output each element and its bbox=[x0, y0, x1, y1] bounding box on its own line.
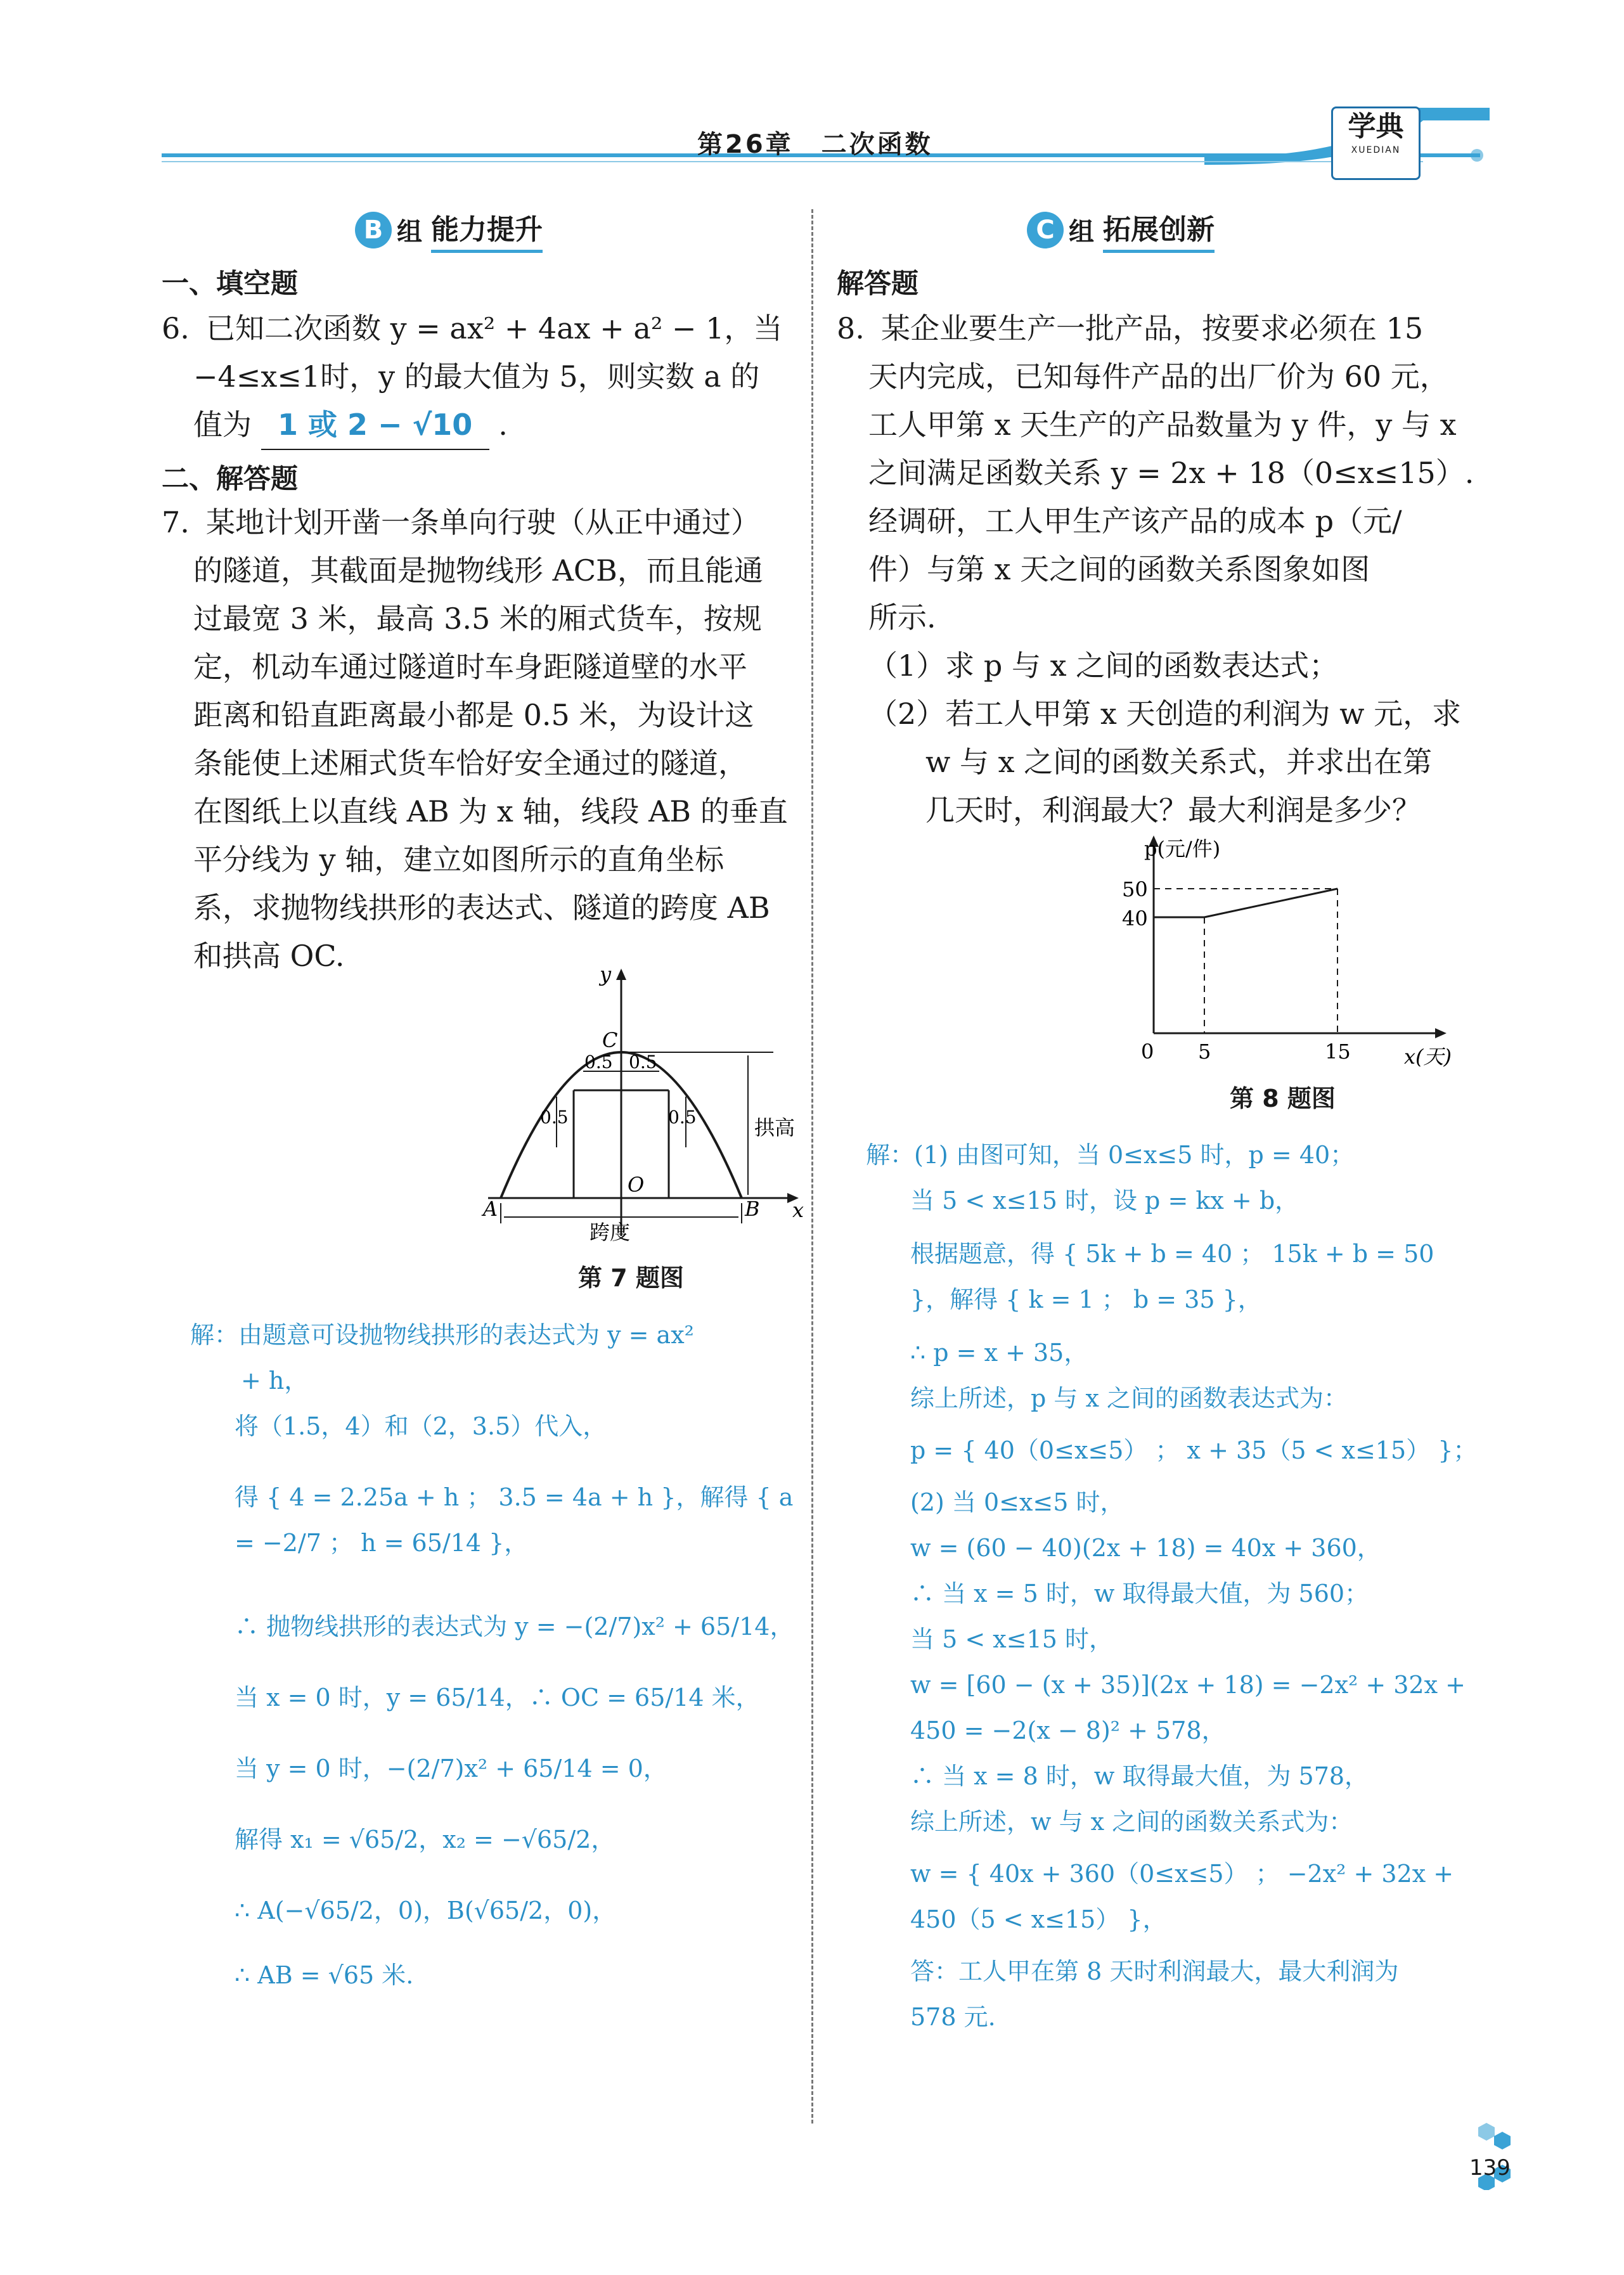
group-b-banner bbox=[355, 207, 543, 253]
sol8-answer-line: 578 元. bbox=[910, 2003, 996, 2031]
sol8-line: p = { 40（0≤x≤5） ； x + 35（5 < x≤15） }； bbox=[910, 1436, 1478, 1464]
brand-logo-text: 学典 bbox=[1348, 110, 1404, 143]
fig7-label-o: O bbox=[628, 1173, 645, 1197]
sol7-line: 当 x = 0 时，y = 65/14，∴ OC = 65/14 米， bbox=[235, 1684, 760, 1711]
fig8-xlabel: x(天) bbox=[1404, 1045, 1452, 1069]
section-answer-right: 解答题 bbox=[837, 268, 918, 300]
q7-line: 过最宽 3 米，最高 3.5 米的厢式货车，按规 bbox=[193, 602, 762, 636]
q8-number: 8. bbox=[837, 311, 865, 345]
q7-line: 定，机动车通过隧道时车身距隧道壁的水平 bbox=[193, 650, 747, 684]
sol7-line: 将（1.5，4）和（2，3.5）代入， bbox=[235, 1412, 607, 1440]
fig7-label-span: 跨度 bbox=[590, 1220, 631, 1242]
brand-logo bbox=[1331, 106, 1421, 180]
q8-sub-question: w 与 x 之间的函数关系式，并求出在第 bbox=[925, 745, 1433, 779]
fig7-label-05: 0.5 bbox=[668, 1107, 697, 1128]
group-b-zu: 组 bbox=[397, 217, 422, 247]
q7-line: 平分线为 y 轴，建立如图所示的直角坐标 bbox=[193, 842, 725, 877]
q8-line: 所示. bbox=[868, 600, 936, 635]
group-b-badge: B bbox=[355, 212, 392, 248]
fig8-segment-rising bbox=[1204, 889, 1337, 917]
q7-number: 7. bbox=[162, 505, 190, 539]
fig7-label-05: 0.5 bbox=[584, 1052, 613, 1073]
question-6 bbox=[162, 304, 789, 450]
fig7-label-x: x bbox=[792, 1198, 804, 1222]
figure-7-tunnel-parabola bbox=[475, 963, 805, 1242]
sol8-line: w = [60 − (x + 35)](2x + 18) = −2x² + 32x + bbox=[910, 1671, 1466, 1699]
q7-line: 和拱高 OC. bbox=[193, 939, 345, 973]
q8-sub-question: （2）若工人甲第 x 天创造的利润为 w 元，求 bbox=[868, 697, 1462, 731]
fig8-tick-0: 0 bbox=[1141, 1040, 1154, 1064]
sol8-answer-line: 答：工人甲在第 8 天时利润最大，最大利润为 bbox=[910, 1957, 1399, 1985]
sol8-line: w = (60 − 40)(2x + 18) = 40x + 360， bbox=[910, 1534, 1381, 1562]
q6-answer: 1 或 2 − √10 bbox=[261, 401, 489, 450]
fig7-label-c: C bbox=[602, 1028, 618, 1052]
figure-7-caption: 第 7 题图 bbox=[578, 1264, 684, 1292]
q7-line: 的隧道，其截面是抛物线形 ACB，而且能通 bbox=[193, 553, 763, 588]
q8-line: 某企业要生产一批产品，按要求必须在 15 bbox=[881, 311, 1424, 345]
q8-sub-question: （1）求 p 与 x 之间的函数表达式； bbox=[868, 648, 1339, 683]
q8-sub-question: 几天时，利润最大？最大利润是多少？ bbox=[925, 793, 1421, 827]
sol8-line: 解：(1) 由图可知，当 0≤x≤5 时，p = 40； bbox=[866, 1141, 1355, 1169]
fig8-tick-15: 15 bbox=[1325, 1040, 1351, 1064]
sol8-line: 当 5 < x≤15 时， bbox=[910, 1625, 1113, 1653]
chapter-title: 第26章 二次函数 bbox=[697, 130, 933, 159]
sol7-line: 解得 x₁ = √65/2，x₂ = −√65/2， bbox=[235, 1826, 615, 1853]
solution-7 bbox=[190, 1312, 799, 1998]
section-fill-blank: 一、填空题 bbox=[162, 268, 298, 300]
sol7-line: 解：由题意可设抛物线拱形的表达式为 y = ax² bbox=[190, 1321, 694, 1349]
fig8-tick-5: 5 bbox=[1198, 1040, 1211, 1064]
column-divider bbox=[811, 209, 813, 2124]
q8-line: 之间满足函数关系 y = 2x + 18（0≤x≤15）. bbox=[868, 456, 1474, 490]
fig7-label-height: 拱高 bbox=[754, 1116, 796, 1140]
question-7 bbox=[162, 498, 796, 980]
sol8-line: 根据题意，得 { 5k + b = 40 ； 15k + b = 50 }，解得 { k = 1 ； b = 35 }， bbox=[910, 1240, 1434, 1313]
group-c-zu: 组 bbox=[1069, 217, 1094, 247]
fig8-tick-40: 40 bbox=[1122, 906, 1148, 931]
q6-tail-post: . bbox=[498, 408, 508, 442]
sol7-line: ∴ A(−√65/2，0)，B(√65/2，0)， bbox=[235, 1897, 617, 1924]
fig7-label-b: B bbox=[745, 1197, 760, 1221]
group-c-title: 拓展创新 bbox=[1103, 207, 1215, 253]
fig7-label-05: 0.5 bbox=[629, 1052, 657, 1073]
q7-line: 系，求抛物线拱形的表达式、隧道的跨度 AB bbox=[193, 891, 770, 925]
q8-line: 件）与第 x 天之间的函数关系图象如图 bbox=[868, 552, 1370, 586]
fig7-label-05: 0.5 bbox=[540, 1107, 569, 1128]
q6-number: 6. bbox=[162, 311, 190, 345]
q8-line: 经调研，工人甲生产该产品的成本 p（元/ bbox=[868, 504, 1402, 538]
sol8-line: ∴ p = x + 35， bbox=[910, 1339, 1088, 1367]
sol8-line: w = { 40x + 360（0≤x≤5） ； −2x² + 32x + 450（5 < x≤15） }， bbox=[910, 1860, 1454, 1933]
sol8-line: 综上所述，w 与 x 之间的函数关系式为： bbox=[910, 1808, 1353, 1836]
q7-line: 某地计划开凿一条单向行驶（从正中通过） bbox=[206, 505, 760, 539]
sol8-line: (2) 当 0≤x≤5 时， bbox=[910, 1488, 1125, 1516]
page-number: 139 bbox=[1469, 2155, 1511, 2181]
sol7-line: 得 { 4 = 2.25a + h ； 3.5 = 4a + h }，解得 { a = −2/7 ； h = 65/14 }， bbox=[235, 1483, 794, 1557]
sol8-line: ∴ 当 x = 8 时，w 取得最大值，为 578， bbox=[910, 1762, 1369, 1790]
sol8-line: 综上所述，p 与 x 之间的函数表达式为： bbox=[910, 1384, 1348, 1412]
brand-logo-subtext: XUEDIAN bbox=[1351, 145, 1401, 155]
fig7-label-y: y bbox=[600, 963, 612, 986]
q7-line: 条能使上述厢式货车恰好安全通过的隧道， bbox=[193, 746, 747, 780]
q6-line: −4≤x≤1时，y 的最大值为 5，则实数 a 的 bbox=[193, 359, 760, 394]
fig8-tick-50: 50 bbox=[1122, 877, 1148, 901]
group-c-badge: C bbox=[1027, 212, 1064, 248]
sol7-line: ∴ 抛物线拱形的表达式为 y = −(2/7)x² + 65/14， bbox=[235, 1613, 794, 1640]
sol8-line: 当 5 < x≤15 时，设 p = kx + b， bbox=[910, 1187, 1299, 1215]
sol7-line: ∴ AB = √65 米. bbox=[235, 1961, 414, 1989]
q6-line: 已知二次函数 y = ax² + 4ax + a² − 1，当 bbox=[206, 311, 783, 345]
fig7-label-a: A bbox=[483, 1197, 498, 1221]
sol7-line: 当 y = 0 时，−(2/7)x² + 65/14 = 0， bbox=[235, 1755, 667, 1782]
figure-8-cost-graph bbox=[1116, 824, 1483, 1071]
header-rule-thin bbox=[162, 161, 1423, 162]
q7-line: 在图纸上以直线 AB 为 x 轴，线段 AB 的垂直 bbox=[193, 794, 788, 828]
sol7-line: + h， bbox=[241, 1367, 309, 1395]
q6-tail-pre: 值为 bbox=[193, 408, 252, 442]
q8-line: 工人甲第 x 天生产的产品数量为 y 件，y 与 x bbox=[868, 408, 1457, 442]
sol8-line: ∴ 当 x = 5 时，w 取得最大值，为 560； bbox=[910, 1580, 1369, 1608]
question-8 bbox=[837, 304, 1477, 834]
q7-line: 距离和铅直距离最小都是 0.5 米，为设计这 bbox=[193, 698, 754, 732]
group-b-title: 能力提升 bbox=[431, 207, 543, 253]
section-answer: 二、解答题 bbox=[162, 463, 298, 495]
q8-line: 天内完成，已知每件产品的出厂价为 60 元， bbox=[868, 359, 1449, 394]
group-c-banner bbox=[1027, 207, 1215, 253]
figure-8-caption: 第 8 题图 bbox=[1230, 1085, 1336, 1112]
solution-8 bbox=[866, 1132, 1481, 2040]
sol8-line: 450 = −2(x − 8)² + 578， bbox=[910, 1717, 1226, 1744]
fig8-ylabel: p(元/件) bbox=[1144, 837, 1221, 861]
